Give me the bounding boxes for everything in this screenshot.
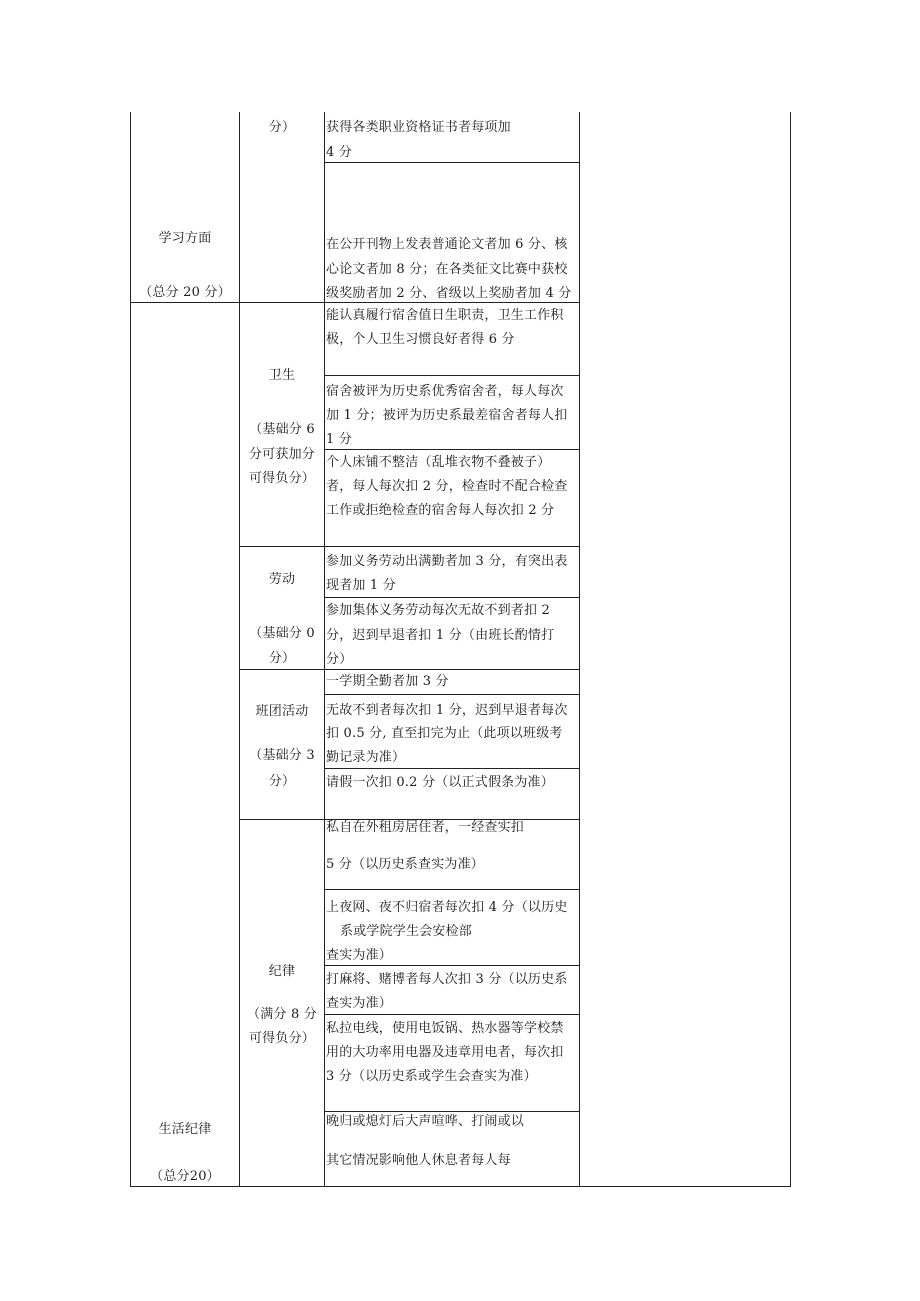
subcategory-desc: 分） <box>268 774 296 789</box>
rule-text: 4 分 <box>326 145 353 160</box>
row-divider <box>324 375 579 376</box>
rule-text: 无故不到者每次扣 1 分，迟到早退者每次 <box>326 703 568 718</box>
rule-text: 能认真履行宿舍值日生职责，卫生工作积 <box>326 308 564 323</box>
rule-text: 扣 0.5 分, 直至扣完为止（此项以班级考 <box>326 726 563 741</box>
rule-text: 在公开刊物上发表普通论文者加 6 分、核 <box>326 237 568 252</box>
subgroup-divider <box>239 546 579 547</box>
rule-text: 打麻将、赌博者每人次扣 3 分（以历史系 <box>326 972 568 987</box>
subcategory-desc: （基础分 0 <box>249 626 315 641</box>
subcategory-desc: 可得负分） <box>248 1031 315 1046</box>
table-border-right <box>790 112 791 1187</box>
rule-text: 私拉电线，使用电饭锅、热水器等学校禁 <box>326 1021 564 1036</box>
rule-text: 系或学院学生会安检部 <box>340 924 473 939</box>
subcategory-desc: 分可获加分 <box>248 447 315 462</box>
rule-text: 心论文者加 8 分；在各类征文比赛中获校 <box>326 262 568 277</box>
rule-text: 3 分（以历史系或学生会查实为准） <box>326 1069 537 1084</box>
rule-text: 现者加 1 分 <box>326 578 396 593</box>
subcategory-name: 纪律 <box>268 964 296 979</box>
study-category-name: 学习方面 <box>158 231 212 246</box>
rule-text: 获得各类职业资格证书者每项加 <box>326 120 511 135</box>
rule-text: 工作或拒绝检查的宿舍每人每次扣 2 分 <box>326 503 555 518</box>
rule-text: 分） <box>326 652 353 667</box>
subcategory-desc: （满分 8 分 <box>247 1007 317 1022</box>
study-category-total: （总分 20 分） <box>139 285 231 300</box>
rule-text: 用的大功率用电器及违章用电者，每次扣 <box>326 1045 564 1060</box>
rule-text: 个人床铺不整洁（乱堆衣物不叠被子） <box>326 455 551 470</box>
rule-text: 参加义务劳动出满勤者加 3 分，有突出表 <box>326 554 568 569</box>
subcategory-desc: （基础分 6 <box>249 422 315 437</box>
column-divider-2 <box>324 112 325 1187</box>
subcategory-desc: 可得负分） <box>248 471 315 486</box>
rule-text: 1 分 <box>326 432 353 447</box>
subcategory-name: 劳动 <box>268 572 296 587</box>
row-divider <box>324 889 579 890</box>
row-divider <box>324 162 579 163</box>
subcategory-desc: 分） <box>268 651 296 666</box>
rule-text: 级奖励者加 2 分、省级以上奖励者加 4 分 <box>326 286 572 301</box>
life-category-total: （总分20） <box>150 1169 220 1184</box>
table-border-left <box>130 112 131 1187</box>
subcategory-name: 班团活动 <box>255 704 309 719</box>
subcategory-name: 卫生 <box>268 368 296 383</box>
rule-text: 加 1 分；被评为历史系最差宿舍者每人扣 <box>326 408 568 423</box>
column-divider-3 <box>579 112 580 1187</box>
rule-text: 者，每人每次扣 2 分，检查时不配合检查 <box>326 479 568 494</box>
rule-text: 极，个人卫生习惯良好者得 6 分 <box>326 332 515 347</box>
subcategory-desc: （基础分 3 <box>249 748 315 763</box>
rule-text: 晚归或熄灯后大声喧哗、打闹或以 <box>326 1114 525 1129</box>
rule-text: 勤记录为准） <box>326 750 406 765</box>
rule-text: 其它情况影响他人休息者每人每 <box>326 1153 511 1168</box>
rule-text: 分，迟到早退者扣 1 分（由班长酌情打 <box>326 628 555 643</box>
rule-text: 5 分（以历史系查实为准） <box>326 857 485 872</box>
rule-text: 上夜网、夜不归宿者每次扣 4 分（以历史 <box>326 900 568 915</box>
rule-text: 查实为准） <box>326 996 393 1011</box>
rule-text: 一学期全勤者加 3 分 <box>326 674 449 689</box>
rule-text: 参加集体义务劳动每次无故不到者扣 2 <box>326 603 551 618</box>
life-category-name: 生活纪律 <box>158 1122 212 1137</box>
row-divider <box>324 449 579 450</box>
rule-text: 宿舍被评为历史系优秀宿舍者，每人每次 <box>326 384 564 399</box>
study-subcategory-tail: 分） <box>268 120 296 135</box>
rule-text: 请假一次扣 0.2 分（以正式假条为准） <box>326 775 554 790</box>
rule-text: 查实为准） <box>326 948 393 963</box>
rule-text: 私自在外租房居住者，一经查实扣 <box>326 820 525 835</box>
